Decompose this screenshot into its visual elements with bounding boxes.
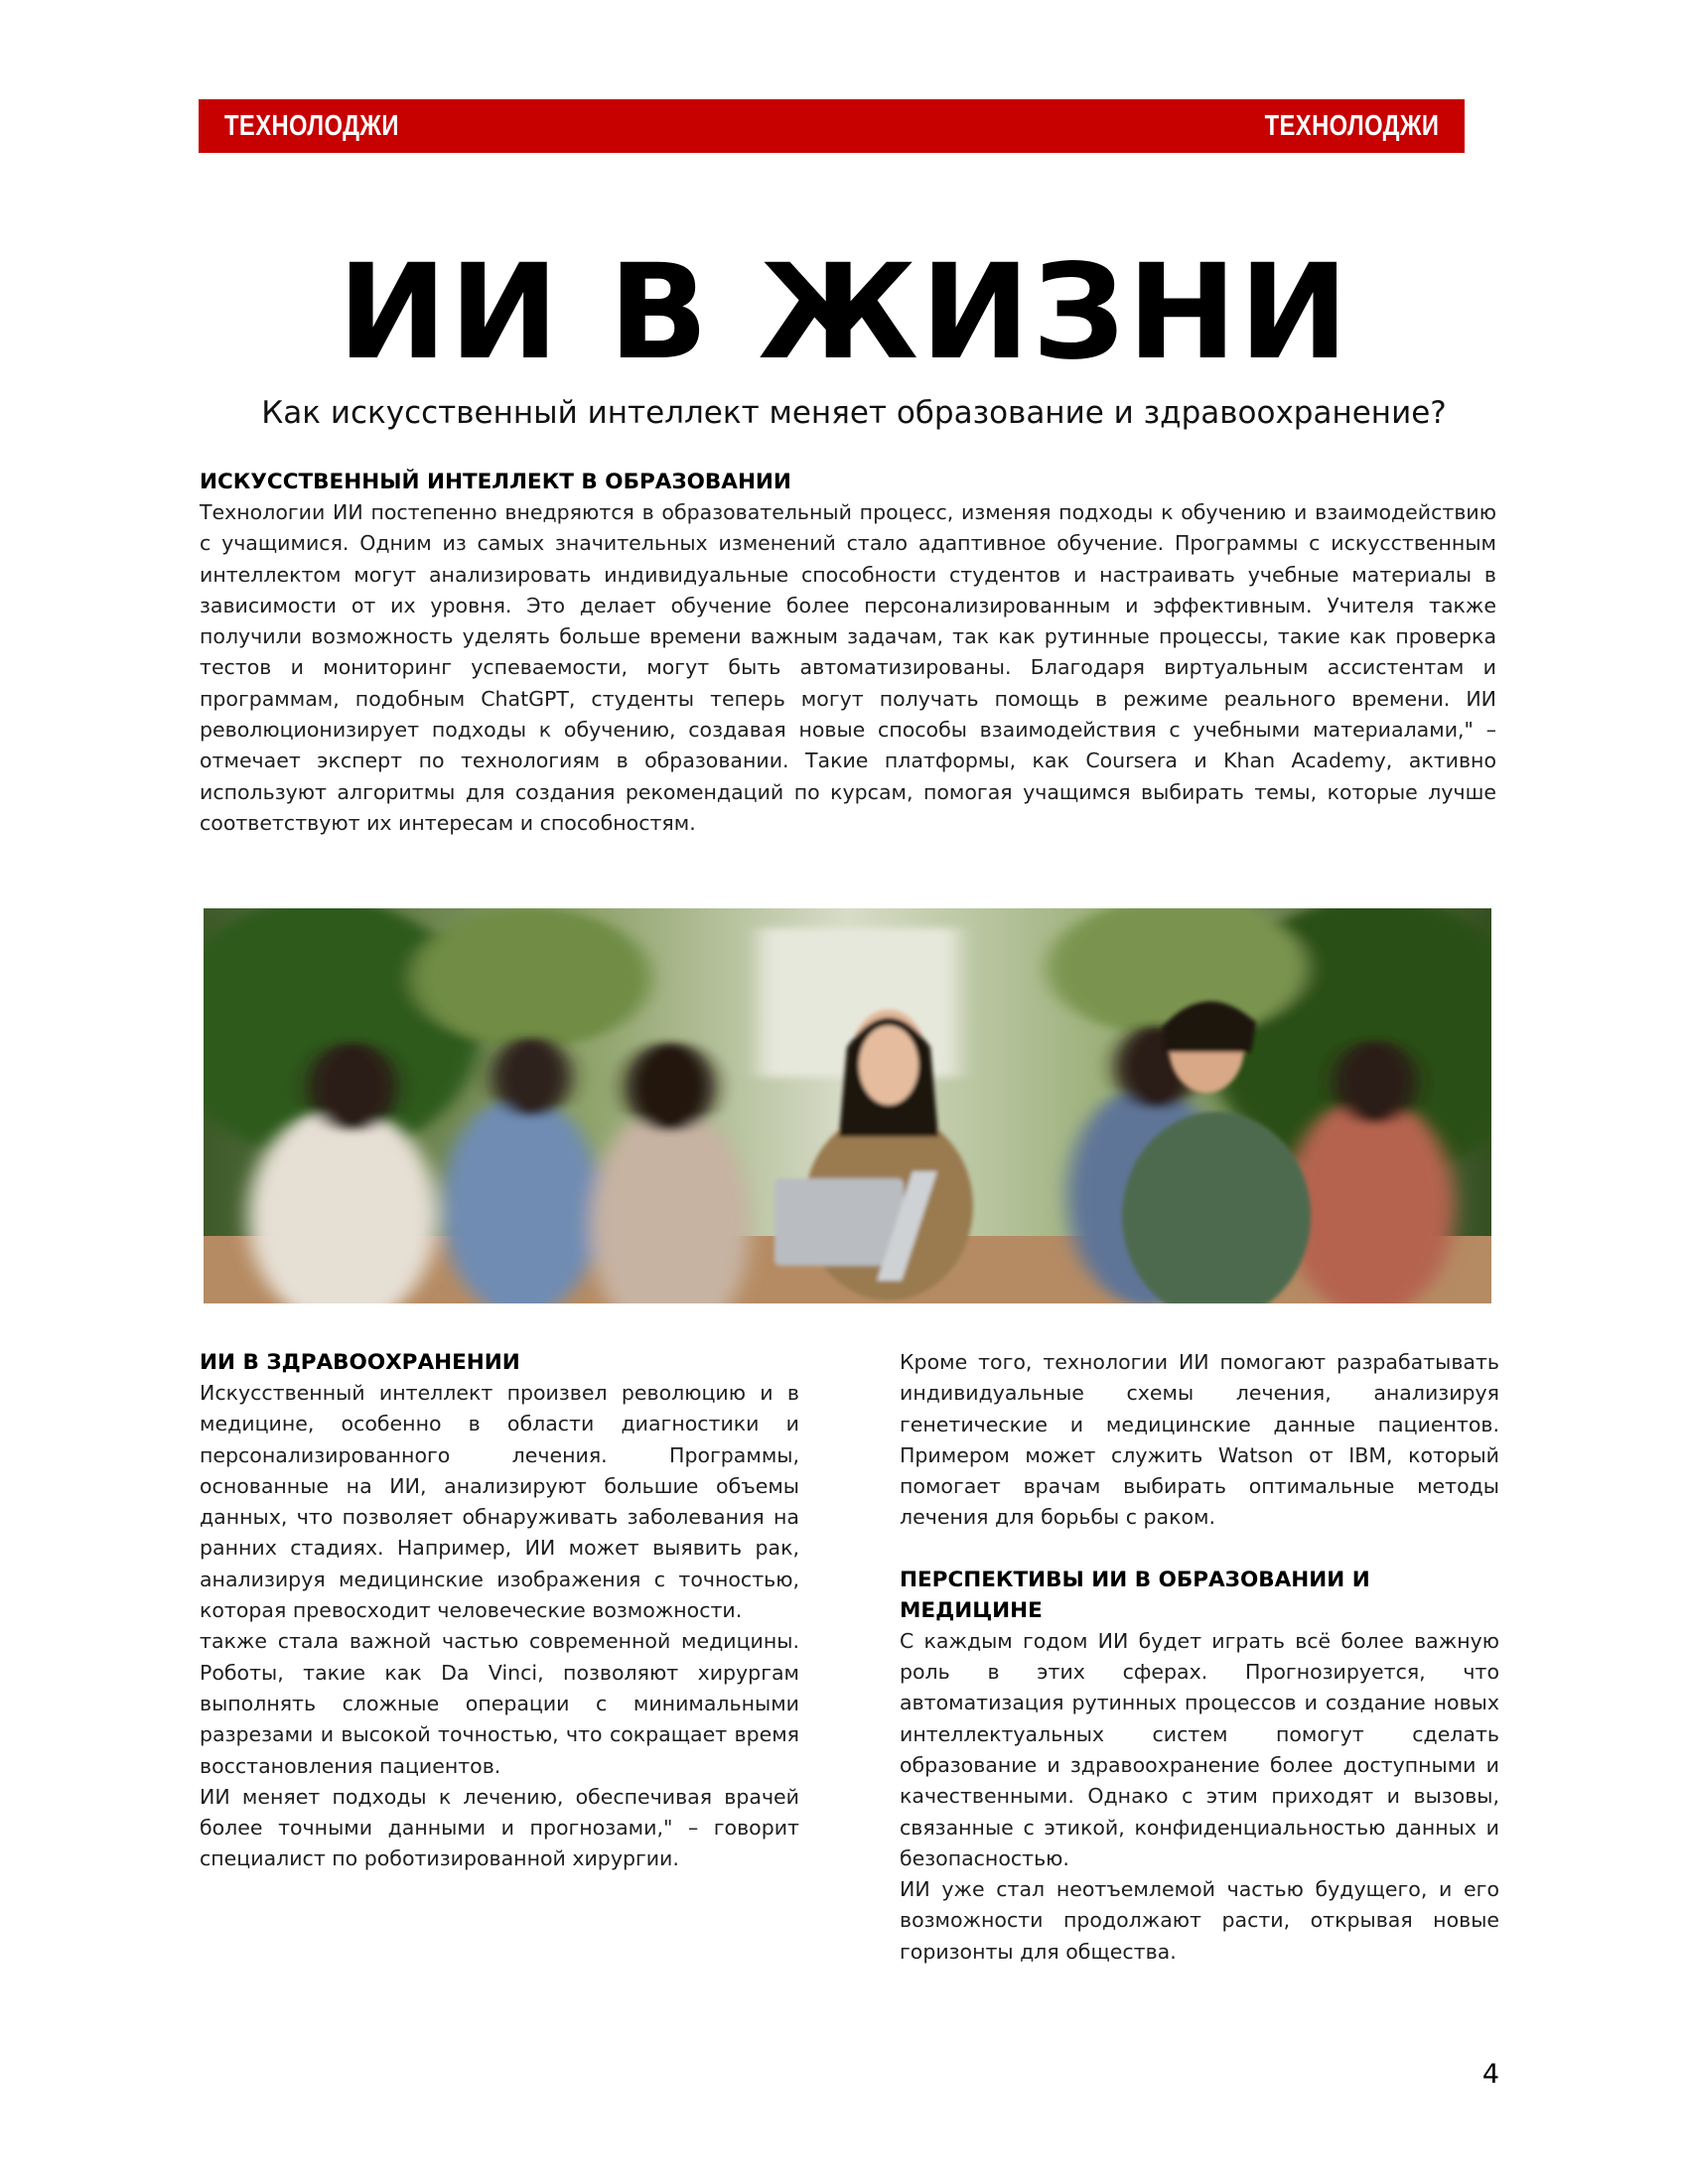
students-with-laptops-photo-icon [204,908,1491,1303]
right-column [900,1347,1499,1968]
healthcare-section [200,1347,799,1875]
prospects-heading: ПЕРСПЕКТИВЫ ИИ В ОБРАЗОВАНИИ И МЕДИЦИНЕ [900,1567,1370,1623]
healthcare-paragraph-2: также стала важной частью современной медицины. Роботы, такие как Da Vinci, позволяют хирургам выполнять сложные операции с минимальными разрезами и высокой точностью, что сокращает время восстановления пациентов. [200,1629,799,1778]
spacer [900,1534,1499,1565]
page-number: 4 [1481,2059,1499,2090]
treatment-paragraph: Кроме того, технологии ИИ помогают разрабатывать индивидуальные схемы лечения, анализируя генетические и медицинские данные пациентов. Примером может служить Watson от IBM, который помогает врачам выбирать оптимальные методы лечения для борьбы с раком. [900,1350,1499,1530]
prospects-paragraph-1: С каждым годом ИИ будет играть всё более важную роль в этих сферах. Прогнозируется, что автоматизация рутинных процессов и создание новых интеллектуальных систем помогут сделать образование и здравоохранение более доступными и качественными. Однако с этим приходят и вызовы, связанные с этикой, конфиденциальностью данных и безопасностью. [900,1628,1499,1870]
healthcare-paragraph-1: Искусственный интеллект произвел революцию и в медицине, особенно в области диагностики и персонализированного лечения. Программы, основанные на ИИ, анализируют большие объемы данных, что позволяет обнаруживать заболевания на ранних стадиях. Например, ИИ может выявить рак, анализируя медицинские изображения с точностью, которая превосходит человеческие возможности. [200,1381,799,1623]
banner-label-left: ТЕХНОЛОДЖИ [224,109,399,142]
prospects-paragraph-2: ИИ уже стал неотъемлемой частью будущего, и его возможности продолжают расти, открывая новые горизонты для общества. [900,1877,1499,1964]
education-text: Технологии ИИ постепенно внедряются в образовательный процесс, изменяя подходы к обучению и взаимодействию с учащимися. Одним из самых значительных изменений стало адаптивное обучение. Программы с искусственным интеллектом могут анализировать индивидуальные способности студентов и настраивать учебные материалы в зависимости от их уровня. Это делает обучение более персонализированным и эффективным. Учителя также получили возможность уделять больше времени важным задачам, так как рутинные процессы, такие как проверка тестов и мониторинг успеваемости, могут быть автоматизированы. Благодаря виртуальным ассистентам и программам, подобным ChatGPT, студенты теперь могут получать помощь в режиме реального времени. ИИ революционизирует подходы к обучению, создавая новые способы взаимодействия с учебными материалами," – отмечает эксперт по технологиям в образовании. Такие платформы, как Coursera и Khan Academy, активно используют алгоритмы для создания рекомендаций по курсам, помогая учащимся выбирать темы, которые лучше соответствуют их интересам и способностям. [200,500,1496,835]
section-banner [199,99,1465,153]
article-subtitle: Как искусственный интеллект меняет образование и здравоохранение? [261,395,1447,431]
healthcare-heading: ИИ В ЗДРАВООХРАНЕНИИ [200,1350,520,1375]
banner-label-right: ТЕХНОЛОДЖИ [1264,109,1439,142]
healthcare-paragraph-3: ИИ меняет подходы к лечению, обеспечивая врачей более точными данными и прогнозами," – говорит специалист по роботизированной хирургии. [200,1784,799,1871]
article-title: ИИ В ЖИЗНИ [337,236,1351,389]
students-photo [204,908,1491,1303]
education-section [200,467,1496,839]
education-heading: ИСКУССТВЕННЫЙ ИНТЕЛЛЕКТ В ОБРАЗОВАНИИ [200,470,791,494]
